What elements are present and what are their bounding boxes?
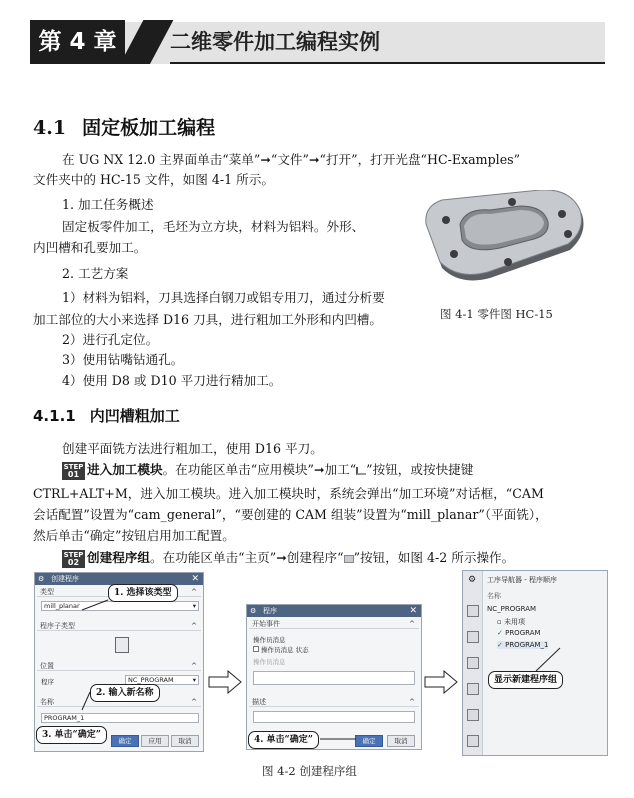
figure-4-1-caption: 图 4-1 零件图 HC-15: [440, 307, 553, 321]
step2-text1a: 。在功能区单击“主页”➞创建程序“: [149, 550, 344, 565]
subsection-heading: [33, 405, 180, 426]
section-title: 固定板加工编程: [82, 117, 216, 139]
operator-msg-label: 操作员消息: [253, 636, 286, 644]
chapter-underline: [170, 62, 605, 64]
chapter-header: [30, 14, 605, 70]
dialog1-title: 创建程序: [51, 575, 79, 583]
desc-section: [249, 697, 419, 707]
gear-icon: ⚙: [250, 607, 257, 615]
name-label: 名称: [40, 698, 54, 706]
checkbox-icon: [253, 646, 259, 652]
step1-line3: 会话配置”设置为“cam_general”，“要创建的 CAM 组装”设置为“mill_planar”（平面铣），: [33, 507, 548, 522]
navigator-tool-icon-5[interactable]: [467, 709, 479, 721]
operator-msg-label-2: 操作员消息: [253, 658, 286, 666]
chapter-number: 第 4 章: [30, 20, 125, 64]
cancel-button[interactable]: 取消: [171, 735, 199, 747]
navigator-tool-icon-4[interactable]: [467, 683, 479, 695]
navigator-tool-icon-6[interactable]: [467, 735, 479, 747]
desc-label: 描述: [252, 698, 266, 706]
section-number: 4.1: [33, 117, 67, 139]
chevron-down-icon: ▾: [192, 602, 196, 610]
plan-heading: 2. 工艺方案: [62, 266, 129, 281]
dialog2-titlebar: [247, 605, 421, 617]
position-label: 位置: [40, 662, 54, 670]
callout-arrows-1: [60, 592, 120, 742]
start-event-label: 开始事件: [252, 620, 280, 628]
para-intro-line2: 文件夹中的 HC-15 文件，如图 4-1 所示。: [33, 172, 274, 187]
check-icon: ✓: [497, 629, 506, 637]
step1-line4: 然后单击“确定”按钮启用加工配置。: [33, 528, 235, 543]
navigator-column-name: 名称: [487, 592, 501, 600]
flow-arrow-2: [424, 670, 458, 694]
operator-msg-input[interactable]: [253, 671, 415, 685]
step-badge-01: STEP 01: [63, 463, 84, 479]
tree-root[interactable]: NC_PROGRAM: [487, 605, 537, 613]
collapse-icon[interactable]: ^: [191, 662, 197, 670]
plan-line4: 4）使用 D8 或 D10 平刀进行精加工。: [62, 373, 282, 388]
step1-text1: 。在功能区单击“应用模块”➞加工“: [162, 462, 357, 477]
operator-status-checkbox[interactable]: 操作员消息 状态: [253, 645, 309, 654]
collapse-icon[interactable]: ^: [191, 698, 197, 706]
tree-program[interactable]: ✓ PROGRAM: [497, 629, 541, 637]
check-icon: ✓: [497, 641, 506, 649]
task-line1: 固定板零件加工，毛坯为立方块，材料为铝料。外形、: [62, 219, 365, 234]
program-dialog: [246, 604, 422, 750]
mill-icon: [356, 467, 366, 475]
dialog2-title: 程序: [263, 607, 277, 615]
plan-line3: 3）使用钻嘴钻通孔。: [62, 352, 184, 367]
name-input[interactable]: PROGRAM_1: [41, 713, 199, 723]
chevron-down-icon: ▾: [192, 676, 196, 684]
callout-arrow-3: [530, 644, 570, 674]
plan-line2: 2）进行孔定位。: [62, 332, 159, 347]
program-select[interactable]: NC_PROGRAM ▾: [125, 675, 199, 685]
para-intro-line1: 在 UG NX 12.0 主界面单击“菜单”➞“文件”➞“打开”，打开光盘“HC-Examples”: [62, 152, 521, 167]
step1-line2: CTRL+ALT+M，进入加工模块。进入加工模块时，系统会弹出“加工环境”对话框，“CAM: [33, 486, 544, 501]
navigator-toolbar: [463, 571, 483, 755]
part-image-hc15: [420, 190, 590, 286]
cancel-button[interactable]: 取消: [387, 735, 415, 747]
task-line2: 内凹槽和孔要加工。: [33, 240, 147, 255]
navigator-tool-icon-1[interactable]: [467, 605, 479, 617]
navigator-tool-icon-2[interactable]: [467, 631, 479, 643]
program-label: 程序: [41, 678, 54, 686]
type-label: 类型: [40, 588, 54, 596]
callout-click-ok-2: 4. 单击“确定”: [248, 731, 319, 749]
step2-line1: [62, 548, 514, 568]
subtype-label: 程序子类型: [40, 622, 75, 630]
chapter-title: 二维零件加工编程实例: [170, 30, 380, 54]
tree-program-1[interactable]: ✓ PROGRAM_1: [497, 641, 549, 649]
type-select[interactable]: mill_planar ▾: [41, 601, 199, 611]
step1-title: 进入加工模块: [87, 462, 163, 477]
tree-unused[interactable]: ▫ 未用项: [497, 618, 525, 626]
flow-arrow-1: [208, 670, 242, 694]
collapse-icon[interactable]: ^: [409, 620, 415, 628]
sub-intro: 创建平面铣方法进行粗加工，使用 D16 平刀。: [62, 441, 323, 456]
callout-arrow-2: [320, 734, 360, 744]
gear-icon[interactable]: ⚙: [468, 575, 477, 585]
section-heading: [33, 113, 215, 140]
close-icon[interactable]: ✕: [409, 606, 417, 616]
task-heading: 1. 加工任务概述: [62, 197, 154, 212]
ok-button[interactable]: 确定: [355, 735, 383, 747]
plan-line1b: 加工部位的大小来选择 D16 刀具，进行粗加工外形和内凹槽。: [33, 312, 382, 327]
gear-icon: ⚙: [38, 575, 45, 583]
callout-enter-name: 2. 输入新名称: [90, 684, 160, 702]
collapse-icon[interactable]: ^: [191, 588, 197, 596]
callout-click-ok-1: 3. 单击“确定”: [36, 726, 107, 744]
collapse-icon[interactable]: ^: [191, 622, 197, 630]
folder-icon: ▫: [497, 618, 504, 626]
callout-select-type: 1. 选择该类型: [108, 584, 178, 602]
description-input[interactable]: [253, 711, 415, 723]
navigator-title: 工序导航器 - 程序顺序: [487, 576, 557, 584]
collapse-icon[interactable]: ^: [409, 698, 415, 706]
step2-text1b: ”按钮，如图 4-2 所示操作。: [353, 550, 515, 565]
callout-new-group: 显示新建程序组: [488, 671, 563, 689]
step1-text1b: ”按钮，或按快捷键: [366, 462, 474, 477]
start-event-section: [249, 619, 419, 629]
ok-button[interactable]: 确定: [111, 735, 139, 747]
navigator-tool-icon-3[interactable]: [467, 657, 479, 669]
create-program-icon: [344, 555, 354, 563]
plan-line1a: 1）材料为铝料，刀具选择白钢刀或铝专用刀，通过分析要: [62, 290, 385, 305]
figure-4-2-caption: 图 4-2 创建程序组: [262, 764, 357, 778]
close-icon[interactable]: ✕: [191, 574, 199, 584]
step-badge-02: STEP 02: [63, 551, 84, 567]
subsection-title: 内凹槽粗加工: [89, 407, 180, 425]
subsection-number: 4.1.1: [33, 407, 76, 425]
apply-button[interactable]: 应用: [141, 735, 169, 747]
step2-title: 创建程序组: [87, 550, 150, 565]
step1-line1: [62, 460, 473, 480]
